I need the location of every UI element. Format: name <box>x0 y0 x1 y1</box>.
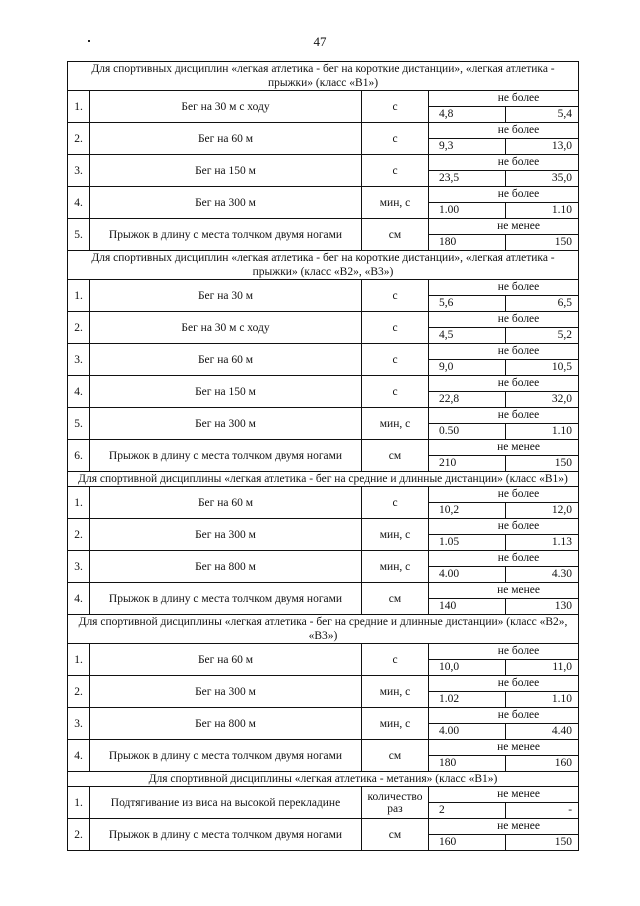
row-number: 3. <box>68 344 90 376</box>
section-title: Для спортивной дисциплины «легкая атлетика - бег на средние и длинные дистанции» (класс «В1») <box>68 472 579 487</box>
norm-condition: не менее <box>429 219 578 235</box>
exercise-name: Бег на 150 м <box>90 155 362 187</box>
section-header-row <box>68 472 579 487</box>
table-row <box>68 819 579 851</box>
row-number: 1. <box>68 91 90 123</box>
norm-value-boys: 4,8 <box>429 107 506 122</box>
norm-value-boys: 2 <box>429 803 506 818</box>
exercise-name: Бег на 60 м <box>90 344 362 376</box>
norm-value-boys: 140 <box>429 599 506 614</box>
norm-value-girls: 1.10 <box>551 693 573 705</box>
exercise-name: Бег на 800 м <box>90 551 362 583</box>
unit-of-measure: мин, с <box>362 676 429 708</box>
table-row <box>68 155 579 187</box>
norm-value-boys: 9,0 <box>429 360 506 375</box>
norm-value-girls: 5,4 <box>557 108 573 120</box>
unit-of-measure: с <box>362 280 429 312</box>
norm-values <box>429 376 579 408</box>
norm-condition: не более <box>429 708 578 724</box>
unit-of-measure: см <box>362 440 429 472</box>
norm-value-boys: 210 <box>429 456 506 471</box>
table-row <box>68 787 579 819</box>
norm-value-girls: 5,2 <box>557 329 573 341</box>
exercise-name: Подтягивание из виса на высокой перекладине <box>90 787 362 819</box>
row-number: 4. <box>68 187 90 219</box>
norm-values <box>429 787 579 819</box>
norm-value-girls: 13,0 <box>551 140 573 152</box>
norm-value-girls: 160 <box>554 757 573 769</box>
norm-values <box>429 740 579 772</box>
unit-of-measure: с <box>362 155 429 187</box>
row-number: 1. <box>68 280 90 312</box>
unit-of-measure: см <box>362 583 429 615</box>
unit-of-measure: мин, с <box>362 708 429 740</box>
row-number: 4. <box>68 740 90 772</box>
norm-value-boys: 1.05 <box>429 535 506 550</box>
exercise-name: Бег на 300 м <box>90 519 362 551</box>
row-number: 4. <box>68 583 90 615</box>
table-row <box>68 487 579 519</box>
norm-condition: не более <box>429 676 578 692</box>
row-number: 2. <box>68 519 90 551</box>
norm-value-boys: 180 <box>429 756 506 771</box>
norm-value-girls: 150 <box>554 836 573 848</box>
norm-value-girls: 11,0 <box>552 661 573 673</box>
row-number: 5. <box>68 219 90 251</box>
section-title: Для спортивных дисциплин «легкая атлетика - бег на короткие дистанции», «легкая атлетика - прыжки» (класс «В1») <box>68 62 579 91</box>
row-number: 2. <box>68 676 90 708</box>
norm-condition: не менее <box>429 583 578 599</box>
table-row <box>68 708 579 740</box>
section-header-row <box>68 62 579 91</box>
unit-of-measure: см <box>362 219 429 251</box>
norm-value-girls: 35,0 <box>551 172 573 184</box>
norm-condition: не более <box>429 376 578 392</box>
norm-values <box>429 440 579 472</box>
exercise-name: Бег на 300 м <box>90 408 362 440</box>
section-title: Для спортивной дисциплины «легкая атлетика - метания» (класс «В1») <box>68 772 579 787</box>
norm-values <box>429 91 579 123</box>
norm-values <box>429 583 579 615</box>
norm-value-girls: 10,5 <box>551 361 573 373</box>
norm-value-boys: 160 <box>429 835 506 850</box>
row-number: 1. <box>68 487 90 519</box>
norm-value-boys: 4.00 <box>429 567 506 582</box>
row-number: 4. <box>68 376 90 408</box>
norm-value-boys: 10,0 <box>429 660 506 675</box>
norm-condition: не более <box>429 91 578 107</box>
exercise-name: Бег на 300 м <box>90 676 362 708</box>
norm-values <box>429 676 579 708</box>
norm-value-boys: 5,6 <box>429 296 506 311</box>
table-row <box>68 219 579 251</box>
norm-value-boys: 180 <box>429 235 506 250</box>
table-row <box>68 519 579 551</box>
page-number: 47 <box>313 34 327 49</box>
exercise-name: Прыжок в длину с места толчком двумя ногами <box>90 819 362 851</box>
norm-condition: не более <box>429 123 578 139</box>
norm-condition: не более <box>429 551 578 567</box>
norm-condition: не более <box>429 280 578 296</box>
table-row <box>68 440 579 472</box>
unit-of-measure: количество раз <box>362 787 429 819</box>
unit-of-measure: с <box>362 644 429 676</box>
norm-values <box>429 819 579 851</box>
unit-of-measure: мин, с <box>362 408 429 440</box>
norm-value-boys: 22,8 <box>429 392 506 407</box>
norm-condition: не более <box>429 487 578 503</box>
norm-value-girls: 1.13 <box>551 536 573 548</box>
row-number: 1. <box>68 787 90 819</box>
norm-condition: не более <box>429 312 578 328</box>
section-title: Для спортивной дисциплины «легкая атлетика - бег на средние и длинные дистанции» (класс «В2», «В3») <box>68 615 579 644</box>
table-row <box>68 676 579 708</box>
unit-of-measure: с <box>362 344 429 376</box>
norm-value-boys: 10,2 <box>429 503 506 518</box>
table-row <box>68 187 579 219</box>
norm-value-boys: 1.00 <box>429 203 506 218</box>
norm-value-boys: 23,5 <box>429 171 506 186</box>
row-number: 6. <box>68 440 90 472</box>
row-number: 1. <box>68 644 90 676</box>
norm-value-girls: 1.10 <box>551 204 573 216</box>
norm-value-girls: 4.40 <box>551 725 573 737</box>
scan-dot <box>88 40 90 42</box>
exercise-name: Прыжок в длину с места толчком двумя ногами <box>90 219 362 251</box>
norm-value-girls: 1.10 <box>551 425 573 437</box>
exercise-name: Бег на 150 м <box>90 376 362 408</box>
norm-condition: не более <box>429 155 578 171</box>
exercise-name: Прыжок в длину с места толчком двумя ногами <box>90 583 362 615</box>
table-row <box>68 551 579 583</box>
unit-of-measure: с <box>362 123 429 155</box>
norm-values <box>429 519 579 551</box>
table-row <box>68 376 579 408</box>
norm-condition: не более <box>429 644 578 660</box>
row-number: 5. <box>68 408 90 440</box>
exercise-name: Прыжок в длину с места толчком двумя ногами <box>90 440 362 472</box>
norm-value-boys: 9,3 <box>429 139 506 154</box>
norm-value-boys: 0.50 <box>429 424 506 439</box>
norm-value-boys: 1.02 <box>429 692 506 707</box>
unit-of-measure: с <box>362 376 429 408</box>
table-row <box>68 583 579 615</box>
section-title: Для спортивных дисциплин «легкая атлетика - бег на короткие дистанции», «легкая атлетика - прыжки» (класс «В2», «В3») <box>68 251 579 280</box>
table-row <box>68 312 579 344</box>
norm-values <box>429 280 579 312</box>
section-header-row <box>68 251 579 280</box>
norm-values <box>429 155 579 187</box>
unit-of-measure: мин, с <box>362 519 429 551</box>
exercise-name: Бег на 30 м с ходу <box>90 312 362 344</box>
exercise-name: Бег на 30 м <box>90 280 362 312</box>
norm-values <box>429 708 579 740</box>
norm-condition: не менее <box>429 787 578 803</box>
norm-condition: не более <box>429 187 578 203</box>
norm-values <box>429 187 579 219</box>
table-row <box>68 408 579 440</box>
section-header-row <box>68 615 579 644</box>
row-number: 2. <box>68 123 90 155</box>
norm-value-boys: 4.00 <box>429 724 506 739</box>
norm-values <box>429 487 579 519</box>
norms-table <box>67 61 579 851</box>
norm-value-girls: 130 <box>554 600 573 612</box>
unit-of-measure: см <box>362 740 429 772</box>
exercise-name: Бег на 60 м <box>90 123 362 155</box>
norm-condition: не более <box>429 519 578 535</box>
row-number: 3. <box>68 708 90 740</box>
table-row <box>68 644 579 676</box>
unit-of-measure: с <box>362 312 429 344</box>
exercise-name: Бег на 300 м <box>90 187 362 219</box>
section-header-row <box>68 772 579 787</box>
row-number: 3. <box>68 155 90 187</box>
norm-values <box>429 312 579 344</box>
norm-condition: не менее <box>429 819 578 835</box>
norm-values <box>429 644 579 676</box>
table-row <box>68 344 579 376</box>
norm-condition: не менее <box>429 740 578 756</box>
row-number: 2. <box>68 819 90 851</box>
exercise-name: Бег на 800 м <box>90 708 362 740</box>
norm-values <box>429 408 579 440</box>
exercise-name: Бег на 30 м с ходу <box>90 91 362 123</box>
norms-table-body <box>68 62 579 851</box>
norm-value-boys: 4,5 <box>429 328 506 343</box>
norm-condition: не более <box>429 408 578 424</box>
norm-values <box>429 219 579 251</box>
unit-of-measure: см <box>362 819 429 851</box>
unit-of-measure: мин, с <box>362 551 429 583</box>
norm-condition: не более <box>429 344 578 360</box>
norm-values <box>429 551 579 583</box>
norm-value-girls: 150 <box>554 457 573 469</box>
exercise-name: Бег на 60 м <box>90 644 362 676</box>
unit-of-measure: с <box>362 487 429 519</box>
table-row <box>68 740 579 772</box>
exercise-name: Прыжок в длину с места толчком двумя ногами <box>90 740 362 772</box>
norm-value-girls: 150 <box>554 236 573 248</box>
norm-value-girls: - <box>568 804 573 816</box>
row-number: 2. <box>68 312 90 344</box>
norm-value-girls: 12,0 <box>551 504 573 516</box>
table-row <box>68 91 579 123</box>
norm-value-girls: 32,0 <box>551 393 573 405</box>
unit-of-measure: с <box>362 91 429 123</box>
norm-values <box>429 344 579 376</box>
exercise-name: Бег на 60 м <box>90 487 362 519</box>
table-row <box>68 280 579 312</box>
row-number: 3. <box>68 551 90 583</box>
norm-values <box>429 123 579 155</box>
table-row <box>68 123 579 155</box>
unit-of-measure: мин, с <box>362 187 429 219</box>
norm-condition: не менее <box>429 440 578 456</box>
norm-value-girls: 6,5 <box>557 297 573 309</box>
norm-value-girls: 4.30 <box>551 568 573 580</box>
